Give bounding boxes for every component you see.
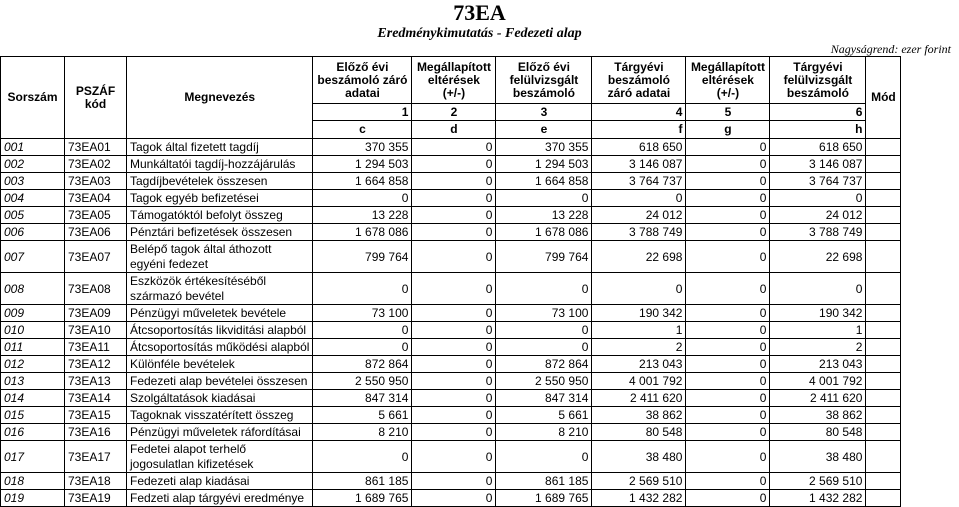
row-value: 0 [412,322,496,339]
row-value: 0 [686,490,770,507]
row-megnevezes: Szolgáltatások kiadásai [127,390,313,407]
row-value: 80 548 [770,424,866,441]
row-value: 0 [412,156,496,173]
row-value: 1 689 765 [496,490,592,507]
row-megnevezes: Pénztári befizetések összesen [127,224,313,241]
row-value: 0 [496,190,592,207]
row-mod [866,441,901,473]
table-header [1,57,901,139]
header-letter-h: h [770,121,866,139]
row-pszaf-kod: 73EA07 [65,241,127,273]
row-pszaf-kod: 73EA02 [65,156,127,173]
row-value: 1 432 282 [592,490,686,507]
row-value: 0 [496,339,592,356]
row-megnevezes: Tagoknak visszatérített összeg [127,407,313,424]
row-value: 0 [770,273,866,305]
row-value: 190 342 [592,305,686,322]
row-value: 5 661 [313,407,412,424]
row-mod [866,490,901,507]
row-value: 0 [496,441,592,473]
row-value: 0 [686,241,770,273]
row-value: 861 185 [496,473,592,490]
header-num-4: 4 [592,104,686,121]
table-row [1,473,901,490]
row-pszaf-kod: 73EA06 [65,224,127,241]
row-sorszam: 015 [1,407,65,424]
page-subtitle: Eredménykimutatás - Fedezeti alap [377,26,582,41]
row-value: 0 [412,390,496,407]
header-letter-g: g [686,121,770,139]
row-sorszam: 004 [1,190,65,207]
row-value: 2 411 620 [770,390,866,407]
row-value: 0 [412,273,496,305]
row-value: 0 [686,224,770,241]
header-col5: Megállapított eltérések (+/-) [686,57,770,104]
row-value: 213 043 [592,356,686,373]
row-value: 0 [592,190,686,207]
table-row [1,441,901,473]
row-pszaf-kod: 73EA03 [65,173,127,190]
row-value: 847 314 [496,390,592,407]
row-value: 370 355 [496,139,592,156]
row-megnevezes: Tagok egyéb befizetései [127,190,313,207]
row-value: 0 [686,173,770,190]
row-sorszam: 017 [1,441,65,473]
header-col4: Tárgyévi beszámoló záró adatai [592,57,686,104]
row-value: 2 569 510 [592,473,686,490]
report-table [0,56,901,507]
table-row [1,224,901,241]
row-mod [866,424,901,441]
header-letter-f: f [592,121,686,139]
table-row [1,322,901,339]
header-num-6: 6 [770,104,866,121]
header-letter-e: e [496,121,592,139]
table-row [1,356,901,373]
row-mod [866,190,901,207]
row-value: 3 764 737 [592,173,686,190]
row-value: 0 [770,190,866,207]
row-mod [866,173,901,190]
row-pszaf-kod: 73EA04 [65,190,127,207]
row-value: 0 [686,190,770,207]
table-row [1,424,901,441]
row-megnevezes: Eszközök értékesítéséből származó bevétel [127,273,313,305]
row-value: 8 210 [496,424,592,441]
row-value: 0 [412,173,496,190]
table-row [1,241,901,273]
row-value: 2 550 950 [313,373,412,390]
row-value: 0 [686,156,770,173]
table-row [1,407,901,424]
row-value: 0 [496,273,592,305]
row-value: 847 314 [313,390,412,407]
row-value: 0 [686,407,770,424]
row-megnevezes: Fedzeti alap tárgyévi eredménye [127,490,313,507]
row-value: 2 550 950 [496,373,592,390]
row-value: 0 [686,322,770,339]
row-value: 872 864 [313,356,412,373]
row-value: 2 [592,339,686,356]
table-row [1,139,901,156]
row-mod [866,241,901,273]
row-mod [866,224,901,241]
row-pszaf-kod: 73EA10 [65,322,127,339]
row-sorszam: 003 [1,173,65,190]
row-megnevezes: Fedezeti alap bevételei összesen [127,373,313,390]
row-pszaf-kod: 73EA16 [65,424,127,441]
page-title: 73EA [453,0,506,25]
row-value: 0 [686,390,770,407]
row-mod [866,356,901,373]
row-sorszam: 002 [1,156,65,173]
header-pszaf-kod: PSZÁF kód [65,57,127,139]
row-pszaf-kod: 73EA08 [65,273,127,305]
row-mod [866,339,901,356]
row-value: 2 569 510 [770,473,866,490]
row-value: 0 [313,441,412,473]
row-pszaf-kod: 73EA11 [65,339,127,356]
header-letter-c: c [313,121,412,139]
row-value: 1 294 503 [313,156,412,173]
row-value: 0 [412,407,496,424]
row-value: 38 480 [770,441,866,473]
row-value: 3 146 087 [770,156,866,173]
row-megnevezes: Tagdíjbevételek összesen [127,173,313,190]
row-value: 0 [686,424,770,441]
row-value: 1 432 282 [770,490,866,507]
row-megnevezes: Belépő tagok által áthozott egyéni fedezet [127,241,313,273]
row-megnevezes: Átcsoportosítás likviditási alapból [127,322,313,339]
row-megnevezes: Tagok által fizetett tagdíj [127,139,313,156]
row-mod [866,139,901,156]
row-megnevezes: Különféle bevételek [127,356,313,373]
row-value: 13 228 [496,207,592,224]
row-value: 0 [412,424,496,441]
header-col6: Tárgyévi felülvizsgált beszámoló [770,57,866,104]
row-sorszam: 016 [1,424,65,441]
row-mod [866,156,901,173]
row-value: 73 100 [313,305,412,322]
table-row [1,156,901,173]
row-megnevezes: Munkáltatói tagdíj-hozzájárulás [127,156,313,173]
row-value: 0 [686,305,770,322]
row-value: 22 698 [592,241,686,273]
row-value: 2 [770,339,866,356]
row-value: 1 664 858 [496,173,592,190]
row-value: 3 788 749 [770,224,866,241]
row-mod [866,305,901,322]
row-value: 5 661 [496,407,592,424]
header-mod: Mód [866,57,901,139]
row-value: 8 210 [313,424,412,441]
row-value: 0 [412,139,496,156]
row-value: 618 650 [592,139,686,156]
header-megnevezes: Megnevezés [127,57,313,139]
table-row [1,390,901,407]
row-value: 38 862 [592,407,686,424]
row-value: 1 [592,322,686,339]
row-sorszam: 007 [1,241,65,273]
row-sorszam: 005 [1,207,65,224]
table-row [1,173,901,190]
row-megnevezes: Pénzügyi műveletek bevétele [127,305,313,322]
header-num-2: 2 [412,104,496,121]
row-value: 0 [313,273,412,305]
header-col1: Előző évi beszámoló záró adatai [313,57,412,104]
row-value: 1 664 858 [313,173,412,190]
row-pszaf-kod: 73EA17 [65,441,127,473]
table-row [1,207,901,224]
table-row [1,490,901,507]
row-value: 0 [313,190,412,207]
row-value: 0 [686,356,770,373]
row-value: 618 650 [770,139,866,156]
row-sorszam: 008 [1,273,65,305]
row-pszaf-kod: 73EA09 [65,305,127,322]
row-mod [866,322,901,339]
row-pszaf-kod: 73EA05 [65,207,127,224]
row-sorszam: 011 [1,339,65,356]
row-megnevezes: Átcsoportosítás működési alapból [127,339,313,356]
row-mod [866,273,901,305]
header-num-1: 1 [313,104,412,121]
row-value: 3 764 737 [770,173,866,190]
row-value: 24 012 [770,207,866,224]
row-value: 213 043 [770,356,866,373]
row-value: 1 678 086 [313,224,412,241]
row-value: 0 [412,473,496,490]
row-pszaf-kod: 73EA14 [65,390,127,407]
row-value: 73 100 [496,305,592,322]
row-pszaf-kod: 73EA15 [65,407,127,424]
row-value: 799 764 [496,241,592,273]
row-mod [866,373,901,390]
header-num-3: 3 [496,104,592,121]
header-col2: Megállapított eltérések (+/-) [412,57,496,104]
row-value: 0 [686,373,770,390]
row-mod [866,473,901,490]
row-value: 2 411 620 [592,390,686,407]
row-value: 0 [686,339,770,356]
row-value: 4 001 792 [770,373,866,390]
row-value: 0 [412,207,496,224]
table-body [1,139,901,507]
row-pszaf-kod: 73EA19 [65,490,127,507]
row-sorszam: 019 [1,490,65,507]
row-megnevezes: Támogatóktól befolyt összeg [127,207,313,224]
row-value: 0 [686,441,770,473]
header-col3: Előző évi felülvizsgált beszámoló [496,57,592,104]
row-value: 24 012 [592,207,686,224]
row-megnevezes: Pénzügyi műveletek ráfordításai [127,424,313,441]
row-sorszam: 012 [1,356,65,373]
row-value: 0 [313,339,412,356]
row-megnevezes: Fedezeti alap kiadásai [127,473,313,490]
row-value: 13 228 [313,207,412,224]
row-value: 0 [412,373,496,390]
row-value: 0 [496,322,592,339]
row-value: 799 764 [313,241,412,273]
row-value: 0 [412,339,496,356]
row-sorszam: 006 [1,224,65,241]
row-value: 1 689 765 [313,490,412,507]
row-value: 1 [770,322,866,339]
row-value: 0 [412,441,496,473]
header-sorszam: Sorszám [1,57,65,139]
row-value: 0 [686,473,770,490]
row-sorszam: 009 [1,305,65,322]
row-mod [866,207,901,224]
header-num-5: 5 [686,104,770,121]
row-value: 0 [686,139,770,156]
row-pszaf-kod: 73EA13 [65,373,127,390]
row-value: 4 001 792 [592,373,686,390]
row-value: 0 [412,224,496,241]
row-value: 0 [412,490,496,507]
table-row [1,273,901,305]
row-value: 80 548 [592,424,686,441]
table-row [1,339,901,356]
row-value: 38 480 [592,441,686,473]
row-value: 3 788 749 [592,224,686,241]
row-value: 370 355 [313,139,412,156]
row-value: 861 185 [313,473,412,490]
unit-note: Nagyságrend: ezer forint [830,42,951,56]
row-value: 22 698 [770,241,866,273]
row-mod [866,407,901,424]
row-megnevezes: Fedetei alapot terhelő jogosulatlan kifizetések [127,441,313,473]
row-value: 0 [412,241,496,273]
row-sorszam: 018 [1,473,65,490]
row-value: 38 862 [770,407,866,424]
row-pszaf-kod: 73EA12 [65,356,127,373]
row-value: 0 [412,356,496,373]
row-value: 1 294 503 [496,156,592,173]
row-value: 3 146 087 [592,156,686,173]
row-sorszam: 014 [1,390,65,407]
table-row [1,305,901,322]
row-value: 0 [412,190,496,207]
table-row [1,373,901,390]
row-sorszam: 010 [1,322,65,339]
table-row [1,190,901,207]
row-value: 0 [313,322,412,339]
row-value: 0 [412,305,496,322]
row-pszaf-kod: 73EA01 [65,139,127,156]
row-sorszam: 001 [1,139,65,156]
row-pszaf-kod: 73EA18 [65,473,127,490]
row-value: 872 864 [496,356,592,373]
row-value: 0 [592,273,686,305]
row-value: 0 [686,273,770,305]
row-value: 1 678 086 [496,224,592,241]
header-letter-d: d [412,121,496,139]
row-sorszam: 013 [1,373,65,390]
row-value: 190 342 [770,305,866,322]
row-mod [866,390,901,407]
row-value: 0 [686,207,770,224]
